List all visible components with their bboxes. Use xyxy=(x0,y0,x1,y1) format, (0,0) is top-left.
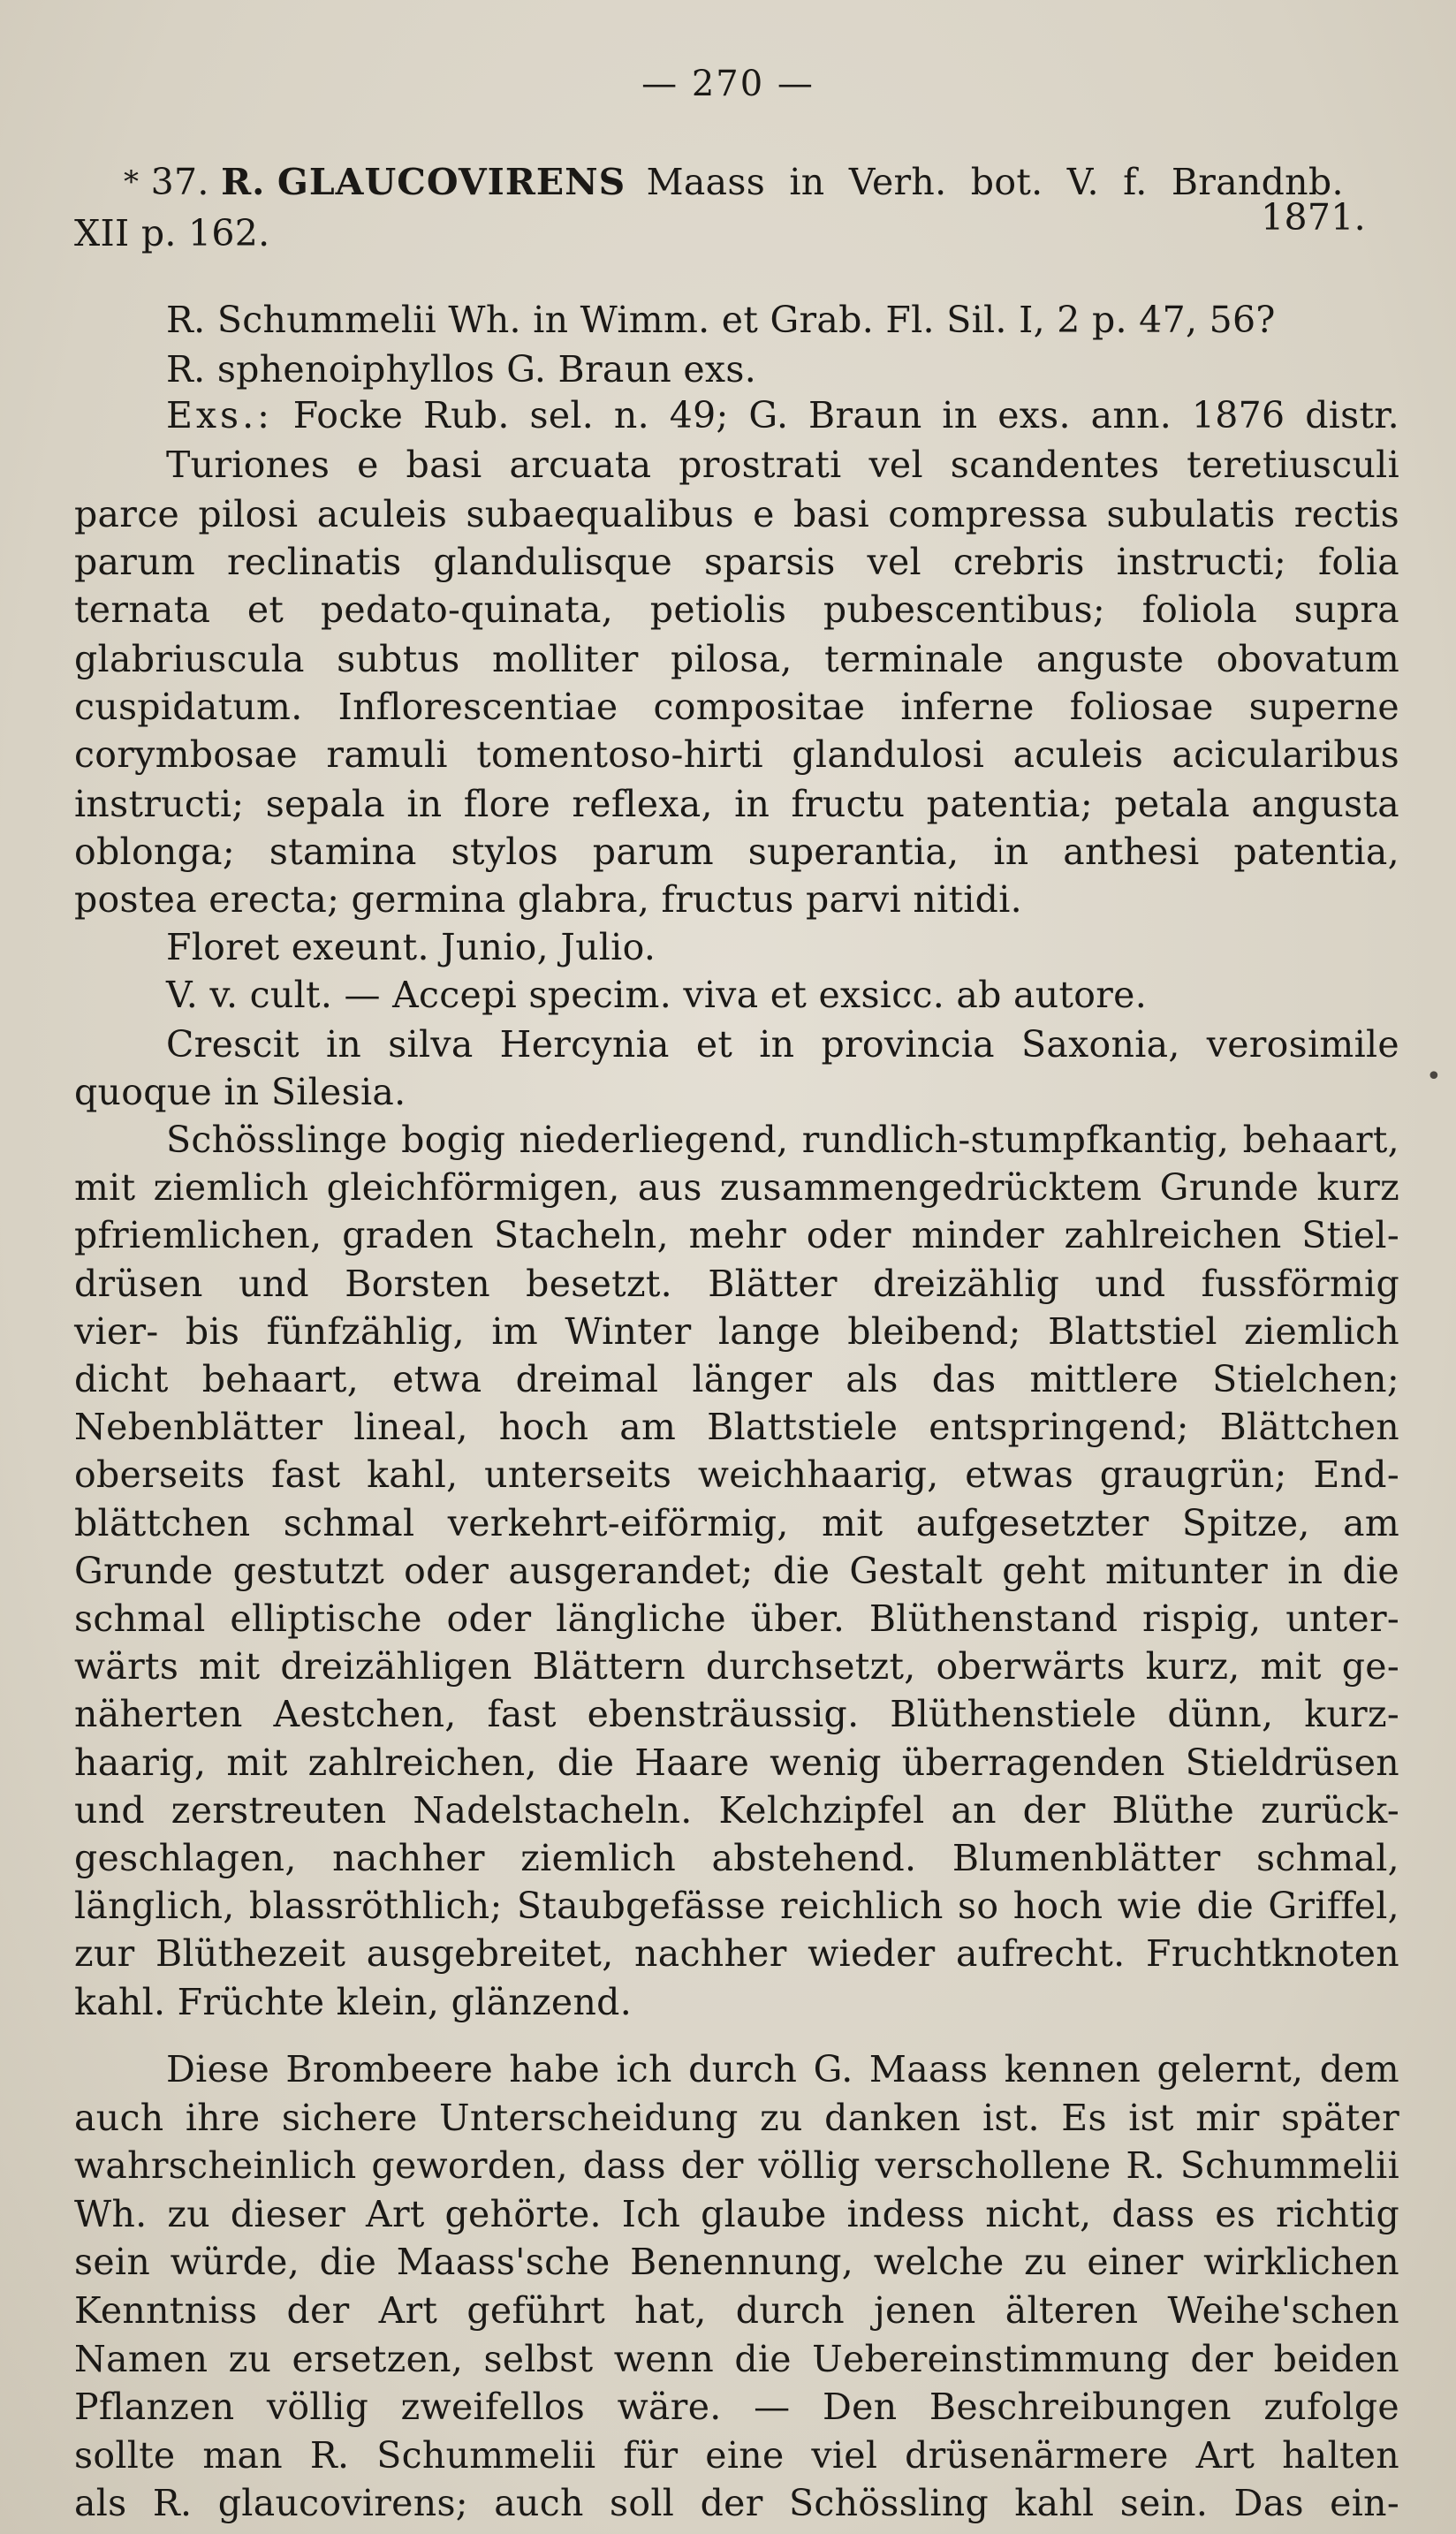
exsiccata-text: Focke Rub. sel. n. 49; G. Braun in exs. ann. 1876 distr. xyxy=(292,394,1399,436)
commentary-line: sein würde, die Maass'sche Benennung, welche zu einer wirklichen xyxy=(74,2241,1399,2283)
synonym-line: R. sphenoiphyllos G. Braun exs. xyxy=(166,348,757,391)
entry-citation: Maass in Verh. bot. V. f. Brandnb. xyxy=(646,161,1344,203)
commentary-line: Diese Brombeere habe ich durch G. Maass kennen gelernt, dem xyxy=(166,2048,1399,2090)
german-description-line: mit ziemlich gleichförmigen, aus zusammengedrücktem Grunde kurz xyxy=(74,1166,1399,1209)
crescit-line: quoque in Silesia. xyxy=(74,1071,406,1113)
latin-description-line: Turiones e basi arcuata prostrati vel scandentes teretiusculi xyxy=(166,444,1399,486)
exsiccata-label: Exs.: xyxy=(166,394,273,436)
commentary-line: Pflanzen völlig zweifellos wäre. — Den Beschreibungen zufolge xyxy=(74,2386,1399,2428)
german-description-line: wärts mit dreizähligen Blättern durchsetzt, oberwärts kurz, mit ge- xyxy=(74,1645,1399,1688)
entry-header xyxy=(124,159,1396,205)
commentary-line: wahrscheinlich geworden, dass der völlig verschollene R. Schummelii xyxy=(74,2144,1399,2187)
entry-citation-cont: XII p. 162. xyxy=(74,212,270,254)
latin-description-line: instructi; sepala in flore reflexa, in fructu patentia; petala angusta xyxy=(74,783,1399,825)
exsiccata-line xyxy=(166,392,1399,438)
page-number: — 270 — xyxy=(641,64,815,104)
entry-header-cont xyxy=(74,196,1399,256)
latin-description-line: oblonga; stamina stylos parum superantia, in anthesi patentia, xyxy=(74,831,1399,873)
synonym-line: R. Schummelii Wh. in Wimm. et Grab. Fl. Sil. I, 2 p. 47, 56? xyxy=(166,299,1276,341)
commentary-line: Wh. zu dieser Art gehörte. Ich glaube indess nicht, dass es richtig xyxy=(74,2193,1399,2235)
latin-description-line: parum reclinatis glandulisque sparsis vel crebris instructi; folia xyxy=(74,541,1399,583)
german-description-line: pfriemlichen, graden Stacheln, mehr oder minder zahlreichen Stiel- xyxy=(74,1214,1399,1256)
latin-description-line: corymbosae ramuli tomentoso-hirti glandulosi aculeis acicularibus xyxy=(74,733,1399,776)
entry-species: GLAUCOVIRENS xyxy=(277,161,626,203)
german-description-line: dicht behaart, etwa dreimal länger als das mittlere Stielchen; xyxy=(74,1358,1399,1400)
german-description-line: Schösslinge bogig niederliegend, rundlich-stumpfkantig, behaart, xyxy=(166,1119,1399,1161)
commentary-line: als R. glaucovirens; auch soll der Schössling kahl sein. Das ein- xyxy=(74,2482,1399,2524)
german-description-line: drüsen und Borsten besetzt. Blätter dreizählig und fussförmig xyxy=(74,1263,1399,1305)
crescit-line: Crescit in silva Hercynia et in provincia Saxonia, verosimile xyxy=(166,1023,1399,1066)
german-description-line: näherten Aestchen, fast ebensträussig. Blüthenstiele dünn, kurz- xyxy=(74,1693,1399,1735)
entry-asterisk: * xyxy=(124,164,140,200)
vidi-line: V. v. cult. — Accepi specim. viva et exsicc. ab autore. xyxy=(166,974,1148,1016)
entry-year: 1871. xyxy=(1261,196,1366,239)
floret-line: Floret exeunt. Junio, Julio. xyxy=(166,926,656,968)
commentary-line: Kenntniss der Art geführt hat, durch jenen älteren Weihe'schen xyxy=(74,2289,1399,2332)
entry-genus: R. xyxy=(221,161,266,203)
german-description-line: blättchen schmal verkehrt-eiförmig, mit aufgesetzter Spitze, am xyxy=(74,1502,1399,1544)
german-description-line: Nebenblätter lineal, hoch am Blattstiele entspringend; Blättchen xyxy=(74,1406,1399,1448)
latin-description-line: glabriuscula subtus molliter pilosa, terminale anguste obovatum xyxy=(74,638,1399,680)
latin-description-line: cuspidatum. Inflorescentiae compositae inferne foliosae superne xyxy=(74,686,1399,728)
german-description-line: Grunde gestutzt oder ausgerandet; die Gestalt geht mitunter in die xyxy=(74,1550,1399,1592)
latin-description-line: ternata et pedato-quinata, petiolis pubescentibus; foliola supra xyxy=(74,588,1399,631)
german-description-line: oberseits fast kahl, unterseits weichhaarig, etwas graugrün; End- xyxy=(74,1453,1399,1496)
latin-description-line: postea erecta; germina glabra, fructus parvi nitidi. xyxy=(74,878,1022,921)
german-description-line: vier- bis fünfzählig, im Winter lange bleibend; Blattstiel ziemlich xyxy=(74,1310,1399,1353)
entry-number: 37. xyxy=(150,161,209,203)
german-description-line: haarig, mit zahlreichen, die Haare wenig überragenden Stieldrüsen xyxy=(74,1741,1399,1784)
german-description-line: und zerstreuten Nadelstacheln. Kelchzipfel an der Blüthe zurück- xyxy=(74,1789,1399,1832)
german-description-line: kahl. Früchte klein, glänzend. xyxy=(74,1981,633,2023)
commentary-line: Namen zu ersetzen, selbst wenn die Uebereinstimmung der beiden xyxy=(74,2338,1399,2380)
german-description-line: schmal elliptische oder längliche über. Blüthenstand rispig, unter- xyxy=(74,1597,1399,1640)
latin-description-line: parce pilosi aculeis subaequalibus e basi compressa subulatis rectis xyxy=(74,493,1399,535)
german-description-line: zur Blüthezeit ausgebreitet, nachher wieder aufrecht. Fruchtknoten xyxy=(74,1932,1399,1975)
german-description-line: geschlagen, nachher ziemlich abstehend. Blumenblätter schmal, xyxy=(74,1837,1399,1879)
german-description-line: länglich, blassröthlich; Staubgefässe reichlich so hoch wie die Griffel, xyxy=(74,1885,1399,1927)
commentary-line: sollte man R. Schummelii für eine viel drüsenärmere Art halten xyxy=(74,2434,1399,2477)
commentary-line: auch ihre sichere Unterscheidung zu danken ist. Es ist mir später xyxy=(74,2097,1399,2139)
margin-asterisk-mark: • xyxy=(1426,1061,1442,1092)
